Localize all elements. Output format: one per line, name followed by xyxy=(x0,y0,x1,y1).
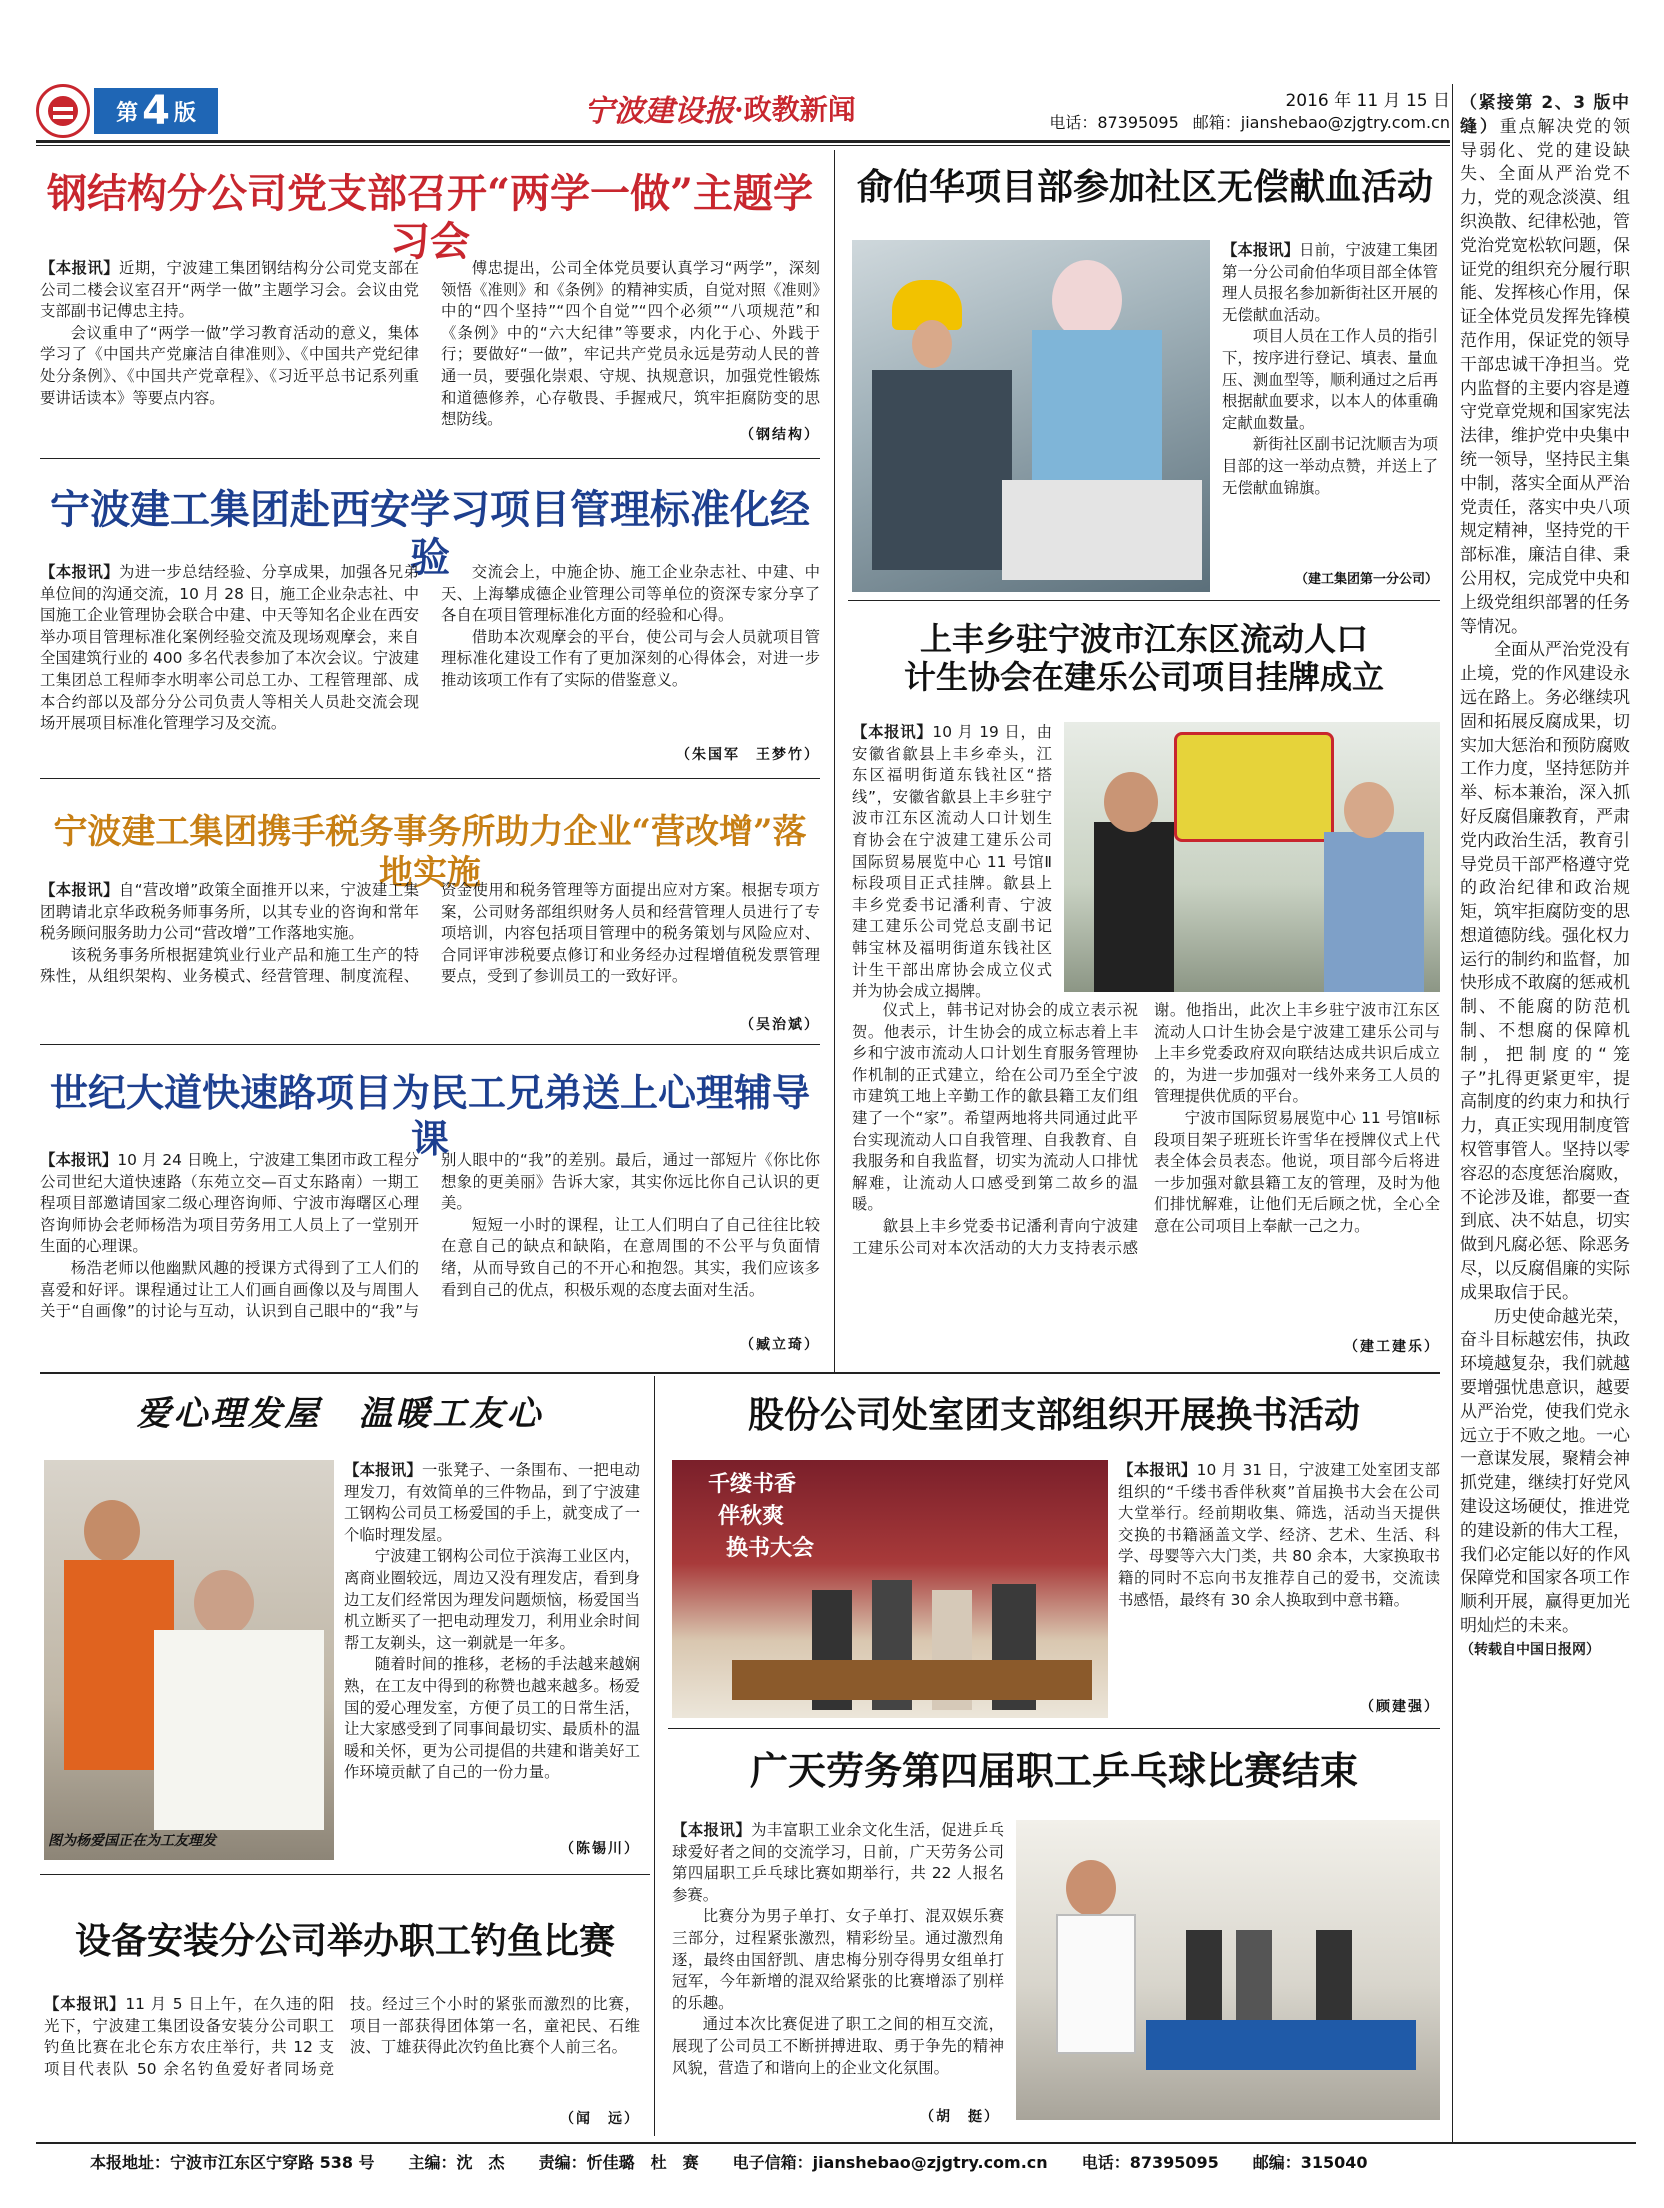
article-body-psych-class xyxy=(40,1150,820,1358)
paragraph: 日前，宁波建工集团第一分公司俞伯华项目部全体管理人员报名参加新街社区开展的无偿献血活动。 xyxy=(1222,241,1438,324)
paragraph: 短短一小时的课程，让工人们明白了自己往往比较在意自己的缺点和缺陷，在意周围的不公平与负面情绪，从而导致自己的不开心和抱怨。其实，我们应该多看到自己的优点，积极乐观的态度去面对生活。 xyxy=(441,1215,820,1299)
article-title-family-planning xyxy=(848,620,1440,697)
byline: （朱国军 王梦竹） xyxy=(676,747,820,763)
article-title-blood-donation: 俞伯华项目部参加社区无偿献血活动 xyxy=(856,166,1433,208)
article-title-psych-class: 世纪大道快速路项目为民工兄弟送上心理辅导课 xyxy=(49,1070,810,1161)
page-number: 4 xyxy=(142,88,170,134)
article-body-family-planning xyxy=(852,1000,1440,1348)
paragraph: 新街社区副书记沈顺吉为项目部的这一举动点赞，并送上了无偿献血锦旗。 xyxy=(1222,435,1438,497)
masthead xyxy=(584,84,884,132)
paragraph: 随着时间的推移，老杨的手法越来越娴熟，在工友中得到的称赞也越来越多。杨爱国的爱心理发室，方便了员工的日常生活，让大家感受到了同事间最切实、最质朴的温暖和关怀，更为公司提倡的共建和谐美好工作环境贡献了自己的一份力量。 xyxy=(344,1655,640,1782)
article-body-table-tennis xyxy=(672,1820,1004,2120)
news-tag: 【本报讯】 xyxy=(672,1821,752,1839)
article-body-family-planning-intro xyxy=(852,722,1052,1001)
paper-logo-icon xyxy=(36,84,90,138)
footer-responsible-editor: 责编：忻佳璐 杜 赛 xyxy=(538,2153,699,2172)
footer-zip: 邮编：315040 xyxy=(1252,2153,1368,2172)
column-divider xyxy=(834,150,835,1372)
news-tag: 【本报讯】 xyxy=(40,881,119,899)
paragraph: 历史使命越光荣，奋斗目标越宏伟，执政环境越复杂，我们就越要增强忧患意识，越要从严治党，使我们党永远立于不败之地。一心一意谋发展，聚精会神抓党建，继续打好党风建设这场硬仗，推进党的建设新的伟大工程，我们必定能以好的作风保障党和国家各项工作顺利开展，赢得更加光明灿烂的未来。 xyxy=(1460,1306,1630,1636)
header-rule-thin xyxy=(36,145,1450,146)
footer-rule xyxy=(36,2142,1636,2144)
paragraph: 自“营改增”政策全面推开以来，宁波建工集团聘请北京华政税务师事务所，以其专业的咨询和常年税务顾问服务助力公司“营改增”工作落地实施。 xyxy=(40,881,419,943)
banner-text xyxy=(708,1468,848,1564)
banner-line: 换书大会 xyxy=(726,1535,815,1561)
article-title-fishing: 设备安装分公司举办职工钓鱼比赛 xyxy=(74,1920,615,1962)
byline: （陈锡川） xyxy=(560,1841,640,1857)
article-title-steel-study: 钢结构分公司党支部召开“两学一做”主题学习会 xyxy=(46,170,813,265)
article-body-tax-reform xyxy=(40,880,820,1032)
plaque-unveiling-photo xyxy=(1064,722,1440,992)
article-body-fishing xyxy=(44,1994,640,2104)
paragraph: 该税务事务所根据建筑业行业产品和施工生产的特殊性，从组织架构、业务模式、经营管理、制度流程、资金使用和税务管理等方面提出应对方案。根据专项方案，公司财务部组织财务人员和经营管理人员进行了专项培训，内容包括项目管理中的税务策划与风险应对、合同评审涉税要点修订和业务经办过程增值税发票管理要点，受到了参训员工的一致好评。 xyxy=(40,881,820,986)
paragraph: 杨浩老师以他幽默风趣的授课方式得到了工人们的喜爱和好评。课程通过让工人们画自画像以及与周围人关于“自画像”的讨论与互动，认识到自己眼中的“我”与别人眼中的“我”的差别。最后，通过一部短片《你比你想象的更美丽》告诉大家，其实你远比你自己认识的更美。 xyxy=(40,1151,820,1321)
page-badge xyxy=(36,84,222,138)
issue-date: 2016 年 11 月 15 日 xyxy=(1285,91,1450,111)
divider xyxy=(40,778,820,779)
paragraph: 宁波建工钢构公司位于滨海工业区内，离商业圈较远，周边又没有理发店，看到身边工友们经常因为理发问题烦恼，杨爱国当机立断买了一把电动理发刀，利用业余时间帮工友剃头，这一剃就是一年多。 xyxy=(344,1547,640,1652)
article-body-barber xyxy=(344,1460,640,1856)
byline: （吴治斌） xyxy=(740,1017,820,1033)
paragraph: 近期，宁波建工集团钢结构分公司党支部在公司二楼会议室召开“两学一做”主题学习会。会议由党支部副书记傅忠主持。 xyxy=(40,259,419,321)
paragraph: 通过本次比赛促进了职工之间的相互交流，展现了公司员工不断拼搏进取、勇于争先的精神风貌，营造了和谐向上的企业文化氛围。 xyxy=(672,2015,1004,2077)
paragraph: 11 月 5 日上午，在久违的阳光下，宁波建工集团设备安装分公司职工钓鱼比赛在北仑东方农庄举行，共 12 支项目代表队 50 余名钓鱼爱好者同场竞技。经过三个小时的紧张而激烈的比赛，项目一部获得团体第一名，童祀民、石维波、丁雄获得此次钓鱼比赛个人前三名。 xyxy=(44,1995,640,2078)
news-tag: 【本报讯】 xyxy=(1118,1461,1197,1479)
news-tag: 【本报讯】 xyxy=(852,723,933,741)
continuation-note: （紧接第 2、3 版中缝） xyxy=(1460,93,1630,137)
barber-photo xyxy=(44,1460,334,1860)
footer xyxy=(90,2150,1630,2173)
table-tennis-photo xyxy=(1016,1820,1440,2120)
divider xyxy=(40,1044,820,1045)
paper-name: 宁波建设报 xyxy=(584,94,734,129)
byline: （建工建乐） xyxy=(1344,1339,1440,1355)
header-email: 邮箱：jianshebao@zjgtry.com.cn xyxy=(1192,113,1450,132)
page-suffix: 版 xyxy=(173,100,196,126)
paragraph: 10 月 31 日，宁波建工处室团支部组织的“千缕书香伴秋爽”首届换书大会在公司大堂举行。经前期收集、筛选，活动当天提供交换的书籍涵盖文学、经济、艺术、生活、科学、母婴等六大门类，共 80 余本，大家换取书籍的同时不忘向书友推荐自己的爱书，交流读书感悟，最终有 30 余人换取到中意书籍。 xyxy=(1118,1461,1440,1609)
article-title-book-swap: 股份公司处室团支部组织开展换书活动 xyxy=(747,1394,1360,1436)
article-title-table-tennis: 广天劳务第四届职工乒乓球比赛结束 xyxy=(749,1748,1358,1793)
section-divider xyxy=(40,1372,1440,1374)
footer-address: 本报地址：宁波市江东区宁穿路 538 号 xyxy=(90,2153,375,2172)
footer-editor: 主编：沈 杰 xyxy=(408,2153,505,2172)
article-title-xian-study: 宁波建工集团赴西安学习项目管理标准化经验 xyxy=(50,486,810,581)
paragraph: 傅忠提出，公司全体党员要认真学习“两学”，深刻领悟《准则》和《条例》的精神实质，自觉对照《准则》中的“四个坚持”“四个自觉”“四个必须”“八项规范”和《条例》中的“六大纪律”等要求，内化于心、外践于行；要做好“一做”，牢记共产党员永远是劳动人民的普通一员，要强化崇艰、守规、执规意识，加强党性锻炼和道德修养，心存敬畏、手握戒尺，筑牢拒腐防变的思想防线。 xyxy=(441,259,820,429)
side-column-divider xyxy=(1452,84,1453,2144)
paragraph: 歙县上丰乡党委书记潘利青向宁波建工建乐公司对本次活动的大力支持表示感谢。他指出，此次上丰乡驻宁波市江东区流动人口计生协会是宁波建工建乐公司与上丰乡党委政府双向联结达成共识后成立的，为进一步加强对一线外来务工人员的管理提供优质的平台。 xyxy=(852,1001,1440,1257)
paragraph: 项目人员在工作人员的指引下，按序进行登记、填表、量血压、测血型等，顺利通过之后再根据献血要求，以本人的体重确定献血数量。 xyxy=(1222,327,1438,432)
footer-phone: 电话：87395095 xyxy=(1081,2153,1219,2172)
paragraph: 仪式上，韩书记对协会的成立表示祝贺。他表示，计生协会的成立标志着上丰乡和宁波市流动人口计划生育服务管理协作机制的正式建立，给在公司乃至全宁波市建筑工地上辛勤工作的歙县籍工友们组建了一个“家”。希望两地将共同通过此平台实现流动人口自我管理、自我教育、自我服务和自我监督，切实为流动人口排忧解难，让流动人口感受到第二故乡的温暖。 xyxy=(852,1001,1138,1214)
divider xyxy=(40,458,820,459)
paragraph: 借助本次观摩会的平台，使公司与会人员就项目管理标准化建设工作有了更加深刻的心得体会，对进一步推动该项工作有了实际的借鉴意义。 xyxy=(441,627,820,689)
byline: （转载自中国日报网） xyxy=(1460,1641,1600,1658)
title-line: 上丰乡驻宁波市江东区流动人口 xyxy=(919,620,1368,658)
paragraph: 全面从严治党没有止境，党的作风建设永远在路上。务必继续巩固和拓展反腐成果，切实加大惩治和预防腐败工作力度，坚持惩防并举、标本兼治，深入抓好反腐倡廉教育，严肃党内政治生活，教育引导党员干部严格遵守党的政治纪律和政治规矩，筑牢拒腐防变的思想道德防线。强化权力运行的制约和监督，加快形成不敢腐的惩戒机制、不能腐的防范机制、不想腐的保障机制，把制度的“笼子”扎得更紧更牢，提高制度的约束力和执行力，真正实现用制度管权管事管人。坚持以零容忍的态度惩治腐败，不论涉及谁，都要一查到底、决不姑息，切实做到凡腐必惩、除恶务尽，以反腐倡廉的实际成果取信于民。 xyxy=(1460,640,1630,1303)
article-body-xian-study xyxy=(40,562,820,762)
divider xyxy=(668,1728,1440,1729)
photo-caption: 图为杨爱国正在为工友理发 xyxy=(48,1833,216,1849)
byline: （胡 挺） xyxy=(920,2109,1000,2125)
paragraph: 10 月 19 日，由安徽省歙县上丰乡牵头，江东区福明街道东钱社区“搭线”，安徽省歙县上丰乡驻宁波市江东区流动人口计划生育协会在宁波建工建乐公司国际贸易展览中心 11 号馆Ⅱ标段项目正式挂牌。歙县上丰乡党委书记潘利青、宁波建工建乐公司党总支副书记韩宝林及福明街道东钱社区计生干部出席协会成立仪式并为协会成立揭牌。 xyxy=(852,723,1052,1001)
page-label: 第 xyxy=(116,100,139,126)
banner-line: 伴秋爽 xyxy=(718,1503,785,1529)
article-title-barber: 爱心理发屋 温暖工友心 xyxy=(136,1394,544,1434)
news-tag: 【本报讯】 xyxy=(40,563,120,581)
paragraph: 10 月 24 日晚上，宁波建工集团市政工程分公司世纪大道快速路（东苑立交—百丈东路南）一期工程项目部邀请国家二级心理咨询师、宁波市海曙区心理咨询师协会老师杨浩为项目劳务用工人员上了一堂别开生面的心理课。 xyxy=(40,1151,419,1256)
paragraph: 为丰富职工业余文化生活，促进乒乓球爱好者之间的交流学习，日前，广天劳务公司第四届职工乒乓球比赛如期举行，共 22 人报名参赛。 xyxy=(672,1821,1004,1904)
side-column-commentary xyxy=(1460,92,1630,2132)
blood-donation-photo xyxy=(852,240,1210,592)
byline: （顾建强） xyxy=(1360,1699,1440,1715)
divider xyxy=(40,1874,650,1875)
paragraph: 交流会上，中施企协、施工企业杂志社、中建、中天、上海攀成德企业管理公司等单位的资深专家分享了各自在项目管理标准化方面的经验和心得。 xyxy=(441,563,820,625)
paragraph: 比赛分为男子单打、女子单打、混双娱乐赛三部分，过程紧张激烈，精彩纷呈。通过激烈角逐，最终由国舒凯、唐忠梅分别夺得男女组单打冠军，今年新增的混双给紧张的比赛增添了别样的乐趣。 xyxy=(672,1907,1004,2012)
news-tag: 【本报讯】 xyxy=(40,1151,118,1169)
banner-line: 千缕书香 xyxy=(708,1471,797,1497)
column-divider xyxy=(654,1376,655,2136)
article-body-book-swap xyxy=(1118,1460,1440,1700)
paragraph: 重点解决党的领导弱化、党的建设缺失、全面从严治党不力，党的观念淡漠、组织涣散、纪律松弛，管党治党宽松软问题，保证党的组织充分履行职能、发挥核心作用，保证全体党员发挥先锋模范作用，保证党的领导干部忠诚干净担当。党内监督的主要内容是遵守党章党规和国家宪法法律，维护党中央集中统一领导，坚持民主集中制，落实全面从严治党责任，落实中央八项规定精神，坚持党的干部标准，廉洁自律、秉公用权，完成党中央和上级党组织部署的任务等情况。 xyxy=(1460,116,1630,637)
header-phone: 电话：87395095 xyxy=(1049,113,1179,132)
news-tag: 【本报讯】 xyxy=(40,259,120,277)
article-body-blood-donation xyxy=(1222,240,1438,572)
byline: （闻 远） xyxy=(560,2111,640,2127)
paragraph: 宁波市国际贸易展览中心 11 号馆Ⅱ标段项目架子班班长许雪华在授牌仪式上代表全体会员表态。他说，项目部今后将进一步加强对歙县籍工友的管理，及时为他们排忧解难，让他们无后顾之忧，全心全意在公司项目上奉献一己之力。 xyxy=(1154,1108,1440,1235)
byline: （钢结构） xyxy=(740,427,820,443)
title-line: 计生协会在建乐公司项目挂牌成立 xyxy=(903,658,1384,697)
book-swap-photo xyxy=(672,1460,1108,1718)
byline: （建工集团第一分公司） xyxy=(1294,572,1438,587)
news-tag: 【本报讯】 xyxy=(344,1461,422,1479)
news-tag: 【本报讯】 xyxy=(44,1995,126,2013)
header-rule xyxy=(36,140,1450,143)
byline: （臧立琦） xyxy=(740,1337,820,1353)
news-tag: 【本报讯】 xyxy=(1222,241,1300,259)
section-name: ·政教新闻 xyxy=(734,93,856,126)
divider xyxy=(848,600,1440,601)
footer-email: 电子信箱：jianshebao@zjgtry.com.cn xyxy=(732,2153,1048,2172)
paragraph: 会议重申了“两学一做”学习教育活动的意义，集体学习了《中国共产党廉洁自律准则》、《中国共产党纪律处分条例》、《中国共产党章程》、《习近平总书记系列重要讲话读本》等要点内容。 xyxy=(40,323,419,407)
paragraph: 为进一步总结经验、分享成果，加强各兄弟单位间的沟通交流，10 月 28 日，施工企业杂志社、中国施工企业管理协会联合中建、中天等知名企业在西安举办项目管理标准化案例经验交流及现场观摩会，来自全国建筑行业的 400 多名代表参加了本次会议。宁波建工集团总工程师李水明率公司总工办、工程管理部、成本合约部以及部分分公司负责人等相关人员赴交流会现场开展项目标准化管理学习及交流。 xyxy=(40,563,419,733)
paragraph: 一张凳子、一条围布、一把电动理发刀，有效简单的三件物品，到了宁波建工钢构公司员工杨爱国的手上，就变成了一个临时理发屋。 xyxy=(344,1461,640,1544)
table-icon xyxy=(1146,2020,1416,2070)
article-title-tax-reform: 宁波建工集团携手税务事务所助力企业“营改增”落地实施 xyxy=(53,812,807,893)
